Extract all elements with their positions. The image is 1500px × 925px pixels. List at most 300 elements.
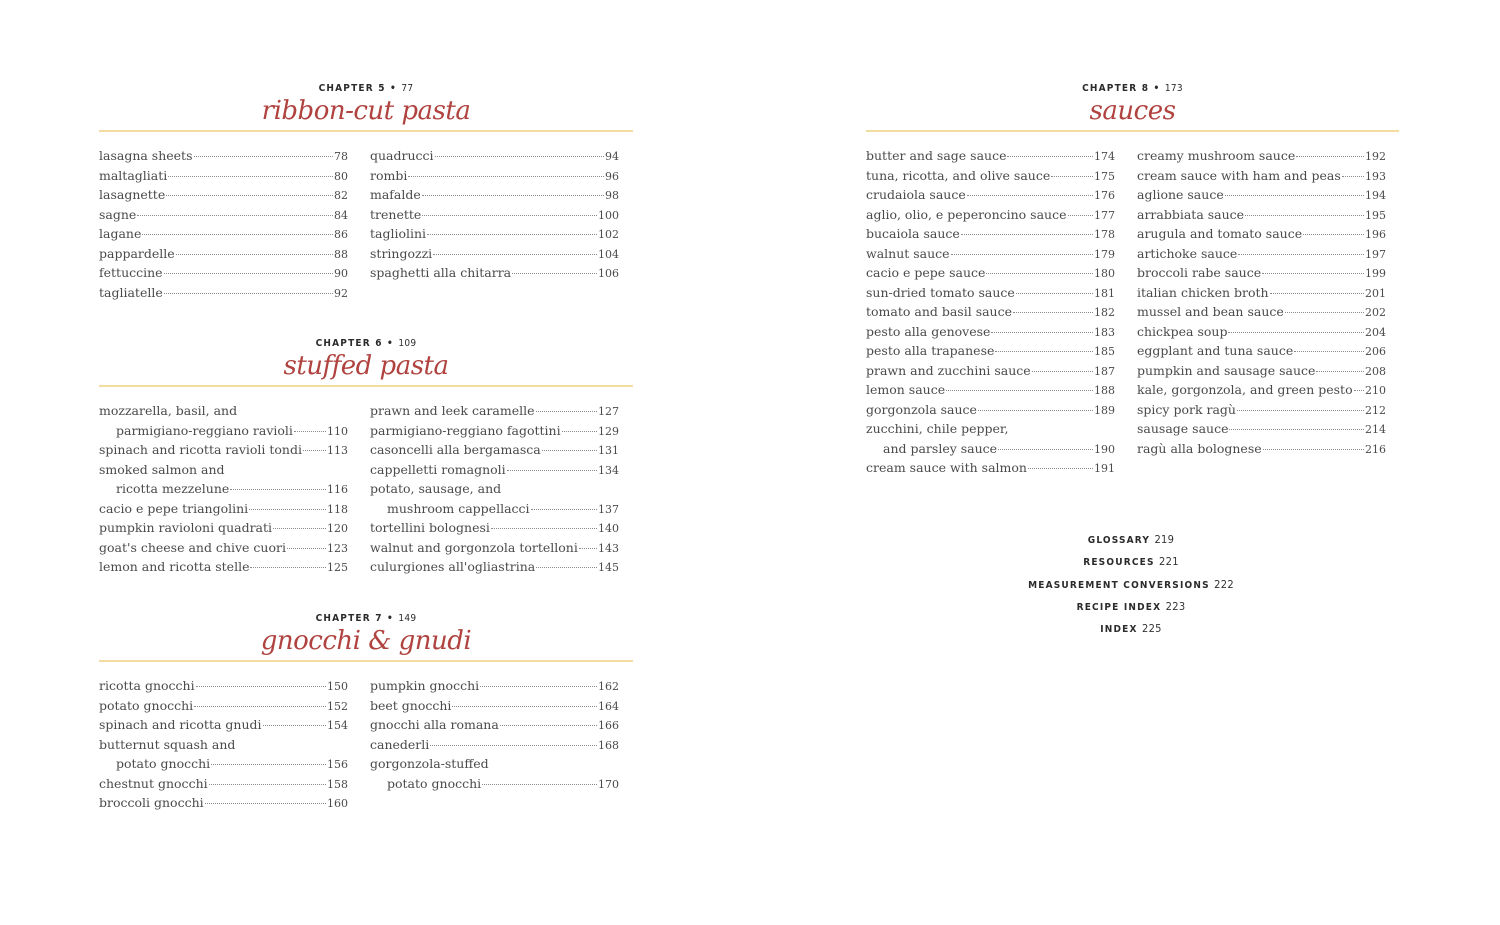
toc-entry[interactable] <box>866 166 1115 186</box>
entry-title: cream sauce with salmon <box>866 460 1027 475</box>
toc-entry[interactable] <box>1137 419 1386 439</box>
dot-leader <box>168 176 333 177</box>
entry-title: pumpkin gnocchi <box>370 678 480 693</box>
dot-leader <box>1013 312 1093 313</box>
entry-page-number: 164 <box>598 699 619 713</box>
entry-title: stringozzi <box>370 245 433 261</box>
dot-leader <box>166 195 333 196</box>
toc-entry[interactable] <box>370 735 619 755</box>
dot-leader <box>1032 371 1093 372</box>
dot-leader <box>1354 390 1364 391</box>
toc-entry[interactable] <box>99 793 348 813</box>
entry-title: tortellini bolognesi <box>370 520 490 535</box>
toc-entry[interactable] <box>866 244 1115 264</box>
divider <box>866 130 1399 132</box>
dot-leader <box>507 470 597 471</box>
toc-entry[interactable] <box>1137 263 1386 283</box>
toc-entry[interactable] <box>1137 400 1386 420</box>
dot-leader <box>491 528 597 529</box>
dot-leader <box>435 156 604 157</box>
entry-title: casoncelli alla bergamasca <box>370 442 541 457</box>
toc-column <box>99 676 348 813</box>
toc-entry[interactable] <box>866 205 1115 225</box>
entry-title: mozzarella, basil, and <box>99 403 238 418</box>
toc-column <box>370 676 619 793</box>
dot-leader <box>1225 195 1364 196</box>
entry-page-number: 98 <box>605 189 619 202</box>
entry-title: gnocchi alla romana <box>370 717 499 732</box>
entry-title: quadrucci <box>370 148 434 163</box>
entry-page-number: 152 <box>327 699 348 713</box>
entry-title: pesto alla trapanese <box>866 343 995 358</box>
toc-entry[interactable] <box>99 774 348 794</box>
dot-leader <box>500 725 597 726</box>
dot-leader <box>452 706 597 707</box>
entry-title: cacio e pepe triangolini <box>99 500 249 516</box>
entry-title: broccoli rabe sauce <box>1137 265 1262 280</box>
toc-entry[interactable] <box>99 146 348 166</box>
entry-title: parmigiano-reggiano ravioli <box>116 422 293 438</box>
entry-title: spinach and ricotta gnudi <box>99 717 262 732</box>
toc-entry[interactable] <box>99 244 348 264</box>
toc-entry[interactable] <box>370 166 619 186</box>
entry-title: smoked salmon and <box>99 461 225 477</box>
entry-title: pumpkin ravioloni quadrati <box>99 520 273 535</box>
toc-entry[interactable] <box>1137 361 1386 381</box>
toc-entry[interactable] <box>370 538 619 558</box>
entry-title: sagne <box>99 206 137 222</box>
entry-page-number: 127 <box>598 405 619 418</box>
dot-leader <box>995 351 1093 352</box>
entry-title: tagliatelle <box>99 284 163 300</box>
entry-page-number: 197 <box>1365 247 1386 261</box>
entry-page-number: 192 <box>1365 150 1386 163</box>
toc-entry[interactable] <box>1137 224 1386 244</box>
entry-page-number: 106 <box>598 267 619 280</box>
toc-entry[interactable] <box>1137 244 1386 264</box>
entry-title: potato, sausage, and <box>370 481 502 496</box>
dot-leader <box>946 390 1093 391</box>
entry-page-number: 180 <box>1094 267 1115 280</box>
toc-entry[interactable] <box>866 146 1115 166</box>
dot-leader <box>273 528 326 529</box>
toc-entry[interactable] <box>866 302 1115 322</box>
dot-leader <box>480 686 597 687</box>
entry-page-number: 123 <box>327 541 348 555</box>
entry-page-number: 190 <box>1094 442 1115 456</box>
back-matter-list <box>1000 533 1262 644</box>
toc-entry[interactable] <box>370 676 619 696</box>
entry-title: walnut sauce <box>866 245 950 261</box>
toc-entry[interactable] <box>1137 185 1386 205</box>
entry-title: cream sauce with ham and peas <box>1137 167 1341 183</box>
entry-title: potato gnocchi <box>387 775 482 791</box>
toc-entry[interactable] <box>99 538 348 558</box>
entry-title: butternut squash and <box>99 736 236 752</box>
chapter-label: CHAPTER 7 • 149 <box>315 613 417 624</box>
toc-entry[interactable] <box>99 185 348 205</box>
entry-title: italian chicken broth <box>1137 284 1269 300</box>
toc-entry[interactable] <box>370 696 619 716</box>
entry-title: cappelletti romagnoli <box>370 461 506 477</box>
toc-entry[interactable] <box>370 499 619 519</box>
entry-page-number: 206 <box>1365 345 1386 358</box>
entry-page-number: 181 <box>1094 286 1115 300</box>
toc-entry[interactable] <box>370 715 619 735</box>
entry-title: mussel and bean sauce <box>1137 304 1284 319</box>
toc-entry[interactable] <box>1137 205 1386 225</box>
dot-leader <box>230 489 326 490</box>
entry-title: potato gnocchi <box>99 697 194 713</box>
chapter-label: CHAPTER 6 • 109 <box>315 338 417 349</box>
dot-leader <box>194 706 326 707</box>
dot-leader <box>482 784 597 785</box>
entry-page-number: 125 <box>327 561 348 574</box>
toc-entry-line[interactable] <box>866 419 1115 439</box>
chapter-5-section <box>99 83 633 300</box>
dot-leader <box>1238 254 1364 255</box>
toc-entry[interactable] <box>370 518 619 538</box>
entry-page-number: 160 <box>327 797 348 810</box>
entry-page-number: 158 <box>327 777 348 791</box>
entry-page-number: 88 <box>334 247 348 261</box>
entry-page-number: 202 <box>1365 306 1386 319</box>
dot-leader <box>1245 215 1364 216</box>
toc-column <box>1137 146 1386 458</box>
toc-column <box>99 146 348 302</box>
toc-entry[interactable] <box>866 322 1115 342</box>
entry-title: broccoli gnocchi <box>99 795 204 810</box>
toc-entry[interactable] <box>866 224 1115 244</box>
entry-page-number: 150 <box>327 680 348 693</box>
dot-leader <box>1296 156 1364 157</box>
toc-entry[interactable] <box>866 439 1115 459</box>
back-matter-item[interactable]: RECIPE INDEX 223 <box>1076 599 1186 613</box>
entry-title: pumpkin and sausage sauce <box>1137 362 1316 378</box>
dot-leader <box>196 686 326 687</box>
dot-leader <box>176 254 333 255</box>
toc-entry[interactable] <box>370 421 619 441</box>
dot-leader <box>249 509 326 510</box>
entry-title: culurgiones all'ogliastrina <box>370 559 536 574</box>
entry-page-number: 82 <box>334 189 348 202</box>
entry-title: canederli <box>370 736 430 752</box>
entry-title: kale, gorgonzola, and green pesto <box>1137 382 1353 397</box>
entry-page-number: 208 <box>1365 364 1386 378</box>
entry-title: trenette <box>370 206 422 222</box>
dot-leader <box>542 450 597 451</box>
entry-title: gorgonzola sauce <box>866 401 977 417</box>
entry-page-number: 195 <box>1365 208 1386 222</box>
entry-page-number: 193 <box>1365 169 1386 183</box>
entry-page-number: 191 <box>1094 462 1115 475</box>
chapter-label: CHAPTER 8 • 173 <box>1082 83 1183 94</box>
entry-page-number: 201 <box>1365 286 1386 300</box>
entry-title: crudaiola sauce <box>866 187 966 202</box>
toc-entry[interactable] <box>99 696 348 716</box>
back-matter-item[interactable]: RESOURCES 221 <box>1083 555 1179 569</box>
entry-page-number: 194 <box>1365 189 1386 202</box>
divider <box>99 660 633 662</box>
back-matter-item[interactable]: GLOSSARY 219 <box>1087 533 1175 546</box>
entry-page-number: 140 <box>598 522 619 535</box>
dot-leader <box>209 784 326 785</box>
toc-entry[interactable] <box>1137 341 1386 361</box>
dot-leader <box>1316 371 1364 372</box>
entry-title: ragù alla bolognese <box>1137 440 1262 456</box>
dot-leader <box>164 273 333 274</box>
entry-title: pesto alla genovese <box>866 323 991 339</box>
toc-entry-line[interactable] <box>370 754 619 774</box>
entry-page-number: 96 <box>605 169 619 183</box>
toc-entry[interactable] <box>1137 283 1386 303</box>
entry-page-number: 118 <box>327 502 348 516</box>
toc-entry[interactable] <box>99 499 348 519</box>
dot-leader <box>433 254 597 255</box>
entry-page-number: 216 <box>1365 442 1386 456</box>
entry-title: zucchini, chile pepper, <box>866 421 1009 436</box>
entry-page-number: 137 <box>598 502 619 516</box>
dot-leader <box>562 431 597 432</box>
entry-title: maltagliati <box>99 167 168 183</box>
toc-entry[interactable] <box>1137 322 1386 342</box>
dot-leader <box>287 548 326 549</box>
toc-entry[interactable] <box>99 205 348 225</box>
entry-title: spaghetti alla chitarra <box>370 265 512 280</box>
entry-title: spinach and ricotta ravioli tondi <box>99 442 302 457</box>
entry-page-number: 179 <box>1094 247 1115 261</box>
entry-title: and parsley sauce <box>883 440 998 456</box>
entry-page-number: 113 <box>327 444 348 457</box>
chapter-7-section <box>99 613 633 810</box>
entry-page-number: 182 <box>1094 306 1115 319</box>
toc-entry-line[interactable] <box>99 460 348 480</box>
entry-title: cacio e pepe sauce <box>866 265 986 280</box>
dot-leader <box>408 176 604 177</box>
entry-title: aglione sauce <box>1137 187 1224 202</box>
dot-leader <box>303 450 326 451</box>
toc-entry-line[interactable] <box>99 735 348 755</box>
entry-page-number: 104 <box>598 247 619 261</box>
entry-title: sausage sauce <box>1137 421 1229 436</box>
entry-page-number: 174 <box>1094 150 1115 163</box>
entry-title: rombi <box>370 167 408 183</box>
chapter-label: CHAPTER 5 • 77 <box>318 83 414 94</box>
chapter-8-section <box>866 83 1399 475</box>
entry-title: gorgonzola-stuffed <box>370 756 489 771</box>
entry-page-number: 175 <box>1094 169 1115 183</box>
entry-title: tomato and basil sauce <box>866 304 1013 319</box>
toc-entry-line[interactable] <box>99 401 348 421</box>
entry-title: spicy pork ragù <box>1137 401 1236 417</box>
divider <box>99 130 633 132</box>
dot-leader <box>1068 215 1093 216</box>
entry-page-number: 154 <box>327 719 348 732</box>
toc-entry[interactable] <box>99 557 348 577</box>
dot-leader <box>142 234 333 235</box>
dot-leader <box>430 745 597 746</box>
toc-entry[interactable] <box>866 458 1115 478</box>
toc-entry[interactable] <box>370 185 619 205</box>
entry-page-number: 177 <box>1094 208 1115 222</box>
chapter-6-section <box>99 338 633 574</box>
toc-entry[interactable] <box>866 185 1115 205</box>
toc-entry[interactable] <box>1137 146 1386 166</box>
dot-leader <box>986 273 1093 274</box>
entry-title: walnut and gorgonzola tortelloni <box>370 539 578 555</box>
entry-page-number: 116 <box>327 483 348 496</box>
toc-entry[interactable] <box>1137 302 1386 322</box>
dot-leader <box>1016 293 1093 294</box>
toc-entry[interactable] <box>370 557 619 577</box>
dot-leader <box>978 410 1093 411</box>
entry-page-number: 188 <box>1094 384 1115 397</box>
entry-page-number: 178 <box>1094 228 1115 241</box>
entry-page-number: 204 <box>1365 325 1386 339</box>
toc-entry[interactable] <box>370 263 619 283</box>
back-matter-item[interactable]: INDEX 225 <box>1100 622 1162 636</box>
toc-entry[interactable] <box>99 166 348 186</box>
toc-entry[interactable] <box>99 283 348 303</box>
dot-leader <box>427 234 597 235</box>
dot-leader <box>137 215 333 216</box>
toc-entry[interactable] <box>866 341 1115 361</box>
entry-page-number: 214 <box>1365 423 1386 436</box>
toc-entry[interactable] <box>370 774 619 794</box>
entry-page-number: 86 <box>334 228 348 241</box>
entry-page-number: 134 <box>598 463 619 477</box>
entry-title: tagliolini <box>370 226 427 241</box>
entry-page-number: 100 <box>598 208 619 222</box>
dot-leader <box>531 509 597 510</box>
toc-entry[interactable] <box>370 244 619 264</box>
dot-leader <box>1285 312 1364 313</box>
dot-leader <box>536 411 598 412</box>
toc-entry[interactable] <box>866 400 1115 420</box>
chapter-title: gnocchi & gnudi <box>260 626 472 656</box>
entry-title: lasagna sheets <box>99 148 193 163</box>
dot-leader <box>1229 429 1364 430</box>
entry-page-number: 145 <box>598 561 619 574</box>
toc-entry[interactable] <box>99 421 348 441</box>
entry-title: prawn and zucchini sauce <box>866 362 1031 378</box>
entry-title: lemon and ricotta stelle <box>99 559 250 574</box>
dot-leader <box>211 764 326 765</box>
entry-page-number: 187 <box>1094 364 1115 378</box>
dot-leader <box>1237 410 1364 411</box>
entry-title: potato gnocchi <box>116 756 211 771</box>
chapter-title: stuffed pasta <box>283 351 449 381</box>
divider <box>99 385 633 387</box>
dot-leader <box>205 803 326 804</box>
toc-entry[interactable] <box>866 361 1115 381</box>
entry-title: beet gnocchi <box>370 697 452 713</box>
entry-title: bucaiola sauce <box>866 226 960 241</box>
entry-title: lemon sauce <box>866 382 946 397</box>
toc-entry[interactable] <box>99 440 348 460</box>
toc-entry[interactable] <box>370 146 619 166</box>
toc-entry[interactable] <box>99 263 348 283</box>
dot-leader <box>1262 273 1364 274</box>
toc-entry[interactable] <box>370 224 619 244</box>
entry-title: lagane <box>99 226 142 241</box>
entry-title: mafalde <box>370 187 421 202</box>
dot-leader <box>536 567 597 568</box>
toc-column <box>370 401 619 577</box>
entry-page-number: 80 <box>334 169 348 183</box>
toc-entry[interactable] <box>370 205 619 225</box>
entry-title: pappardelle <box>99 245 175 261</box>
dot-leader <box>1263 449 1364 450</box>
back-matter-item[interactable]: MEASUREMENT CONVERSIONS 222 <box>1028 577 1234 591</box>
toc-entry[interactable] <box>1137 380 1386 400</box>
dot-leader <box>967 195 1093 196</box>
dot-leader <box>250 567 326 568</box>
entry-title: prawn and leek caramelle <box>370 403 535 418</box>
dot-leader <box>1028 468 1093 469</box>
toc-entry[interactable] <box>866 380 1115 400</box>
toc-entry[interactable] <box>99 715 348 735</box>
entry-page-number: 183 <box>1094 325 1115 339</box>
entry-title: mushroom cappellacci <box>387 500 530 516</box>
toc-entry[interactable] <box>99 754 348 774</box>
dot-leader <box>294 431 326 432</box>
toc-entry[interactable] <box>99 224 348 244</box>
toc-entry[interactable] <box>1137 439 1386 459</box>
dot-leader <box>164 293 333 294</box>
entry-page-number: 129 <box>598 424 619 438</box>
entry-page-number: 185 <box>1094 345 1115 358</box>
entry-title: artichoke sauce <box>1137 245 1238 261</box>
toc-entry[interactable] <box>370 401 619 421</box>
dot-leader <box>579 548 597 549</box>
entry-page-number: 166 <box>598 719 619 732</box>
chapter-title: ribbon-cut pasta <box>261 96 471 126</box>
entry-page-number: 212 <box>1365 403 1386 417</box>
dot-leader <box>1294 351 1364 352</box>
entry-title: sun-dried tomato sauce <box>866 284 1015 300</box>
toc-entry[interactable] <box>99 479 348 499</box>
dot-leader <box>194 156 334 157</box>
toc-entry[interactable] <box>866 263 1115 283</box>
toc-column <box>866 146 1115 478</box>
entry-title: ricotta mezzelune <box>116 481 230 496</box>
toc-entry[interactable] <box>370 440 619 460</box>
entry-title: aglio, olio, e peperoncino sauce <box>866 206 1067 222</box>
entry-page-number: 120 <box>327 522 348 535</box>
dot-leader <box>1051 176 1093 177</box>
toc-entry-line[interactable] <box>370 479 619 499</box>
toc-entry[interactable] <box>866 283 1115 303</box>
dot-leader <box>263 725 327 726</box>
entry-title: chickpea soup <box>1137 323 1228 339</box>
entry-page-number: 176 <box>1094 189 1115 202</box>
dot-leader <box>1007 156 1093 157</box>
toc-entry[interactable] <box>1137 166 1386 186</box>
entry-title: fettuccine <box>99 265 163 280</box>
entry-page-number: 196 <box>1365 228 1386 241</box>
entry-page-number: 90 <box>334 267 348 280</box>
dot-leader <box>512 273 597 274</box>
entry-title: butter and sage sauce <box>866 148 1007 163</box>
toc-entry[interactable] <box>370 460 619 480</box>
entry-page-number: 102 <box>598 228 619 241</box>
entry-title: chestnut gnocchi <box>99 775 208 791</box>
dot-leader <box>1228 332 1364 333</box>
toc-entry[interactable] <box>99 676 348 696</box>
toc-entry[interactable] <box>99 518 348 538</box>
entry-page-number: 189 <box>1094 403 1115 417</box>
